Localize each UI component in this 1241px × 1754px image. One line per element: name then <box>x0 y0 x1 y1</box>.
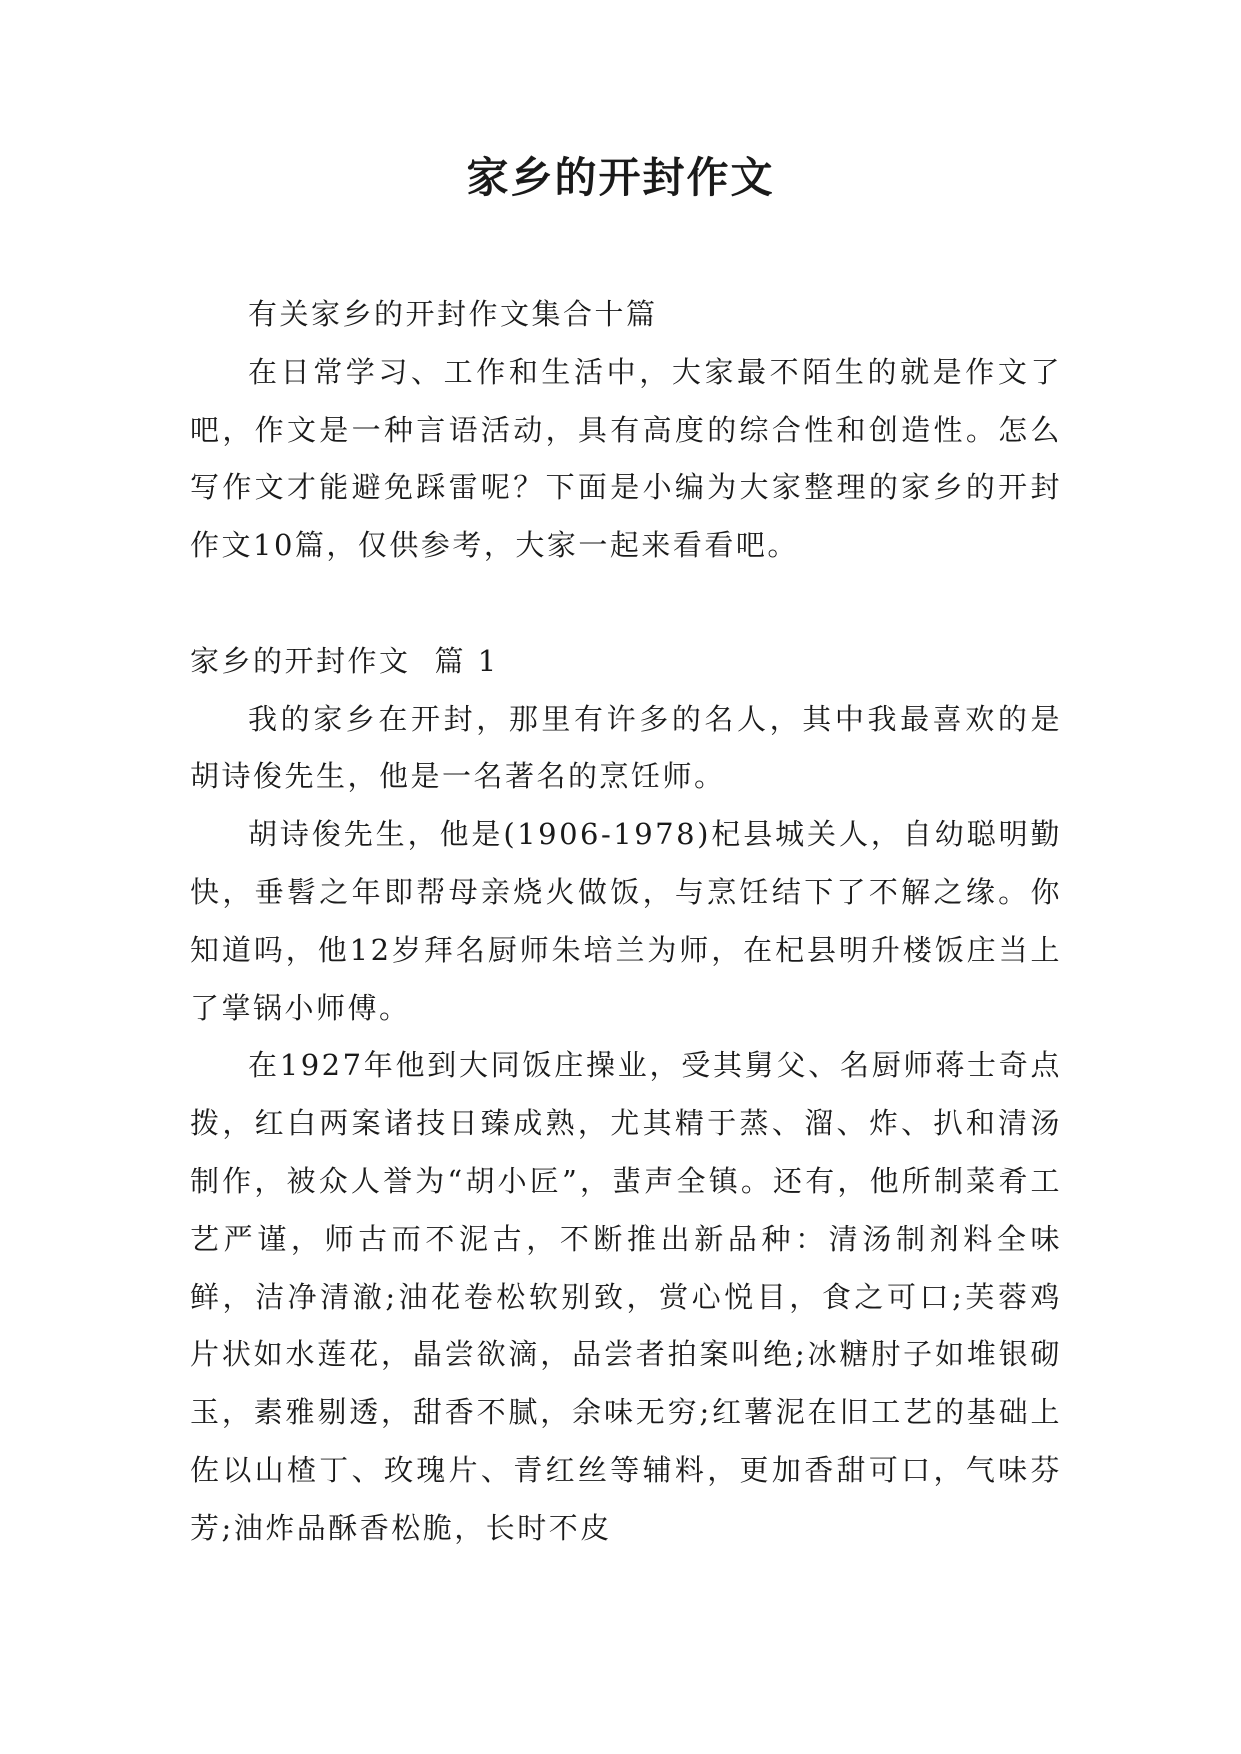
section-spacer <box>190 575 1062 633</box>
intro-heading: 有关家乡的开封作文集合十篇 <box>248 297 658 331</box>
document-body <box>190 286 1062 1558</box>
section-paragraph: 胡诗俊先生，他是(1906-1978)杞县城关人，自幼聪明勤快，垂髫之年即帮母亲烧火做饭，与烹饪结下了不解之缘。你知道吗，他12岁拜名厨师朱培兰为师，在杞县明升楼饭庄当上了掌锅小师傅。 <box>190 817 1062 1025</box>
document-title: 家乡的开封作文 <box>466 153 775 202</box>
section-paragraph: 在1927年他到大同饭庄操业，受其舅父、名厨师蒋士奇点拨，红白两案诸技日臻成熟，尤其精于蒸、溜、炸、扒和清汤制作，被众人誉为“胡小匠”，蜚声全镇。还有，他所制菜肴工艺严谨，师古而不泥古，不断推出新品种：清汤制剂料全味鲜，洁净清澈;油花卷松软别致，赏心悦目，食之可口;芙蓉鸡片状如水莲花，晶尝欲滴，品尝者拍案叫绝;冰糖肘子如堆银砌玉，素雅剔透，甜香不腻，余味无穷;红薯泥在旧工艺的基础上佐以山楂丁、玫瑰片、青红丝等辅料，更加香甜可口，气味芬芳;油炸品酥香松脆，长时不皮 <box>190 1048 1062 1545</box>
section-heading <box>190 633 1062 691</box>
section-paragraph: 我的家乡在开封，那里有许多的名人，其中我最喜欢的是胡诗俊先生，他是一名著名的烹饪师。 <box>190 701 1062 794</box>
section-number: 篇 1 <box>434 643 499 678</box>
section-heading-text: 家乡的开封作文 <box>190 643 411 678</box>
intro-paragraph: 在日常学习、工作和生活中，大家最不陌生的就是作文了吧，作文是一种言语活动，具有高度的综合性和创造性。怎么写作文才能避免踩雷呢？下面是小编为大家整理的家乡的开封作文10篇，仅供参考，大家一起来看看吧。 <box>190 354 1062 563</box>
